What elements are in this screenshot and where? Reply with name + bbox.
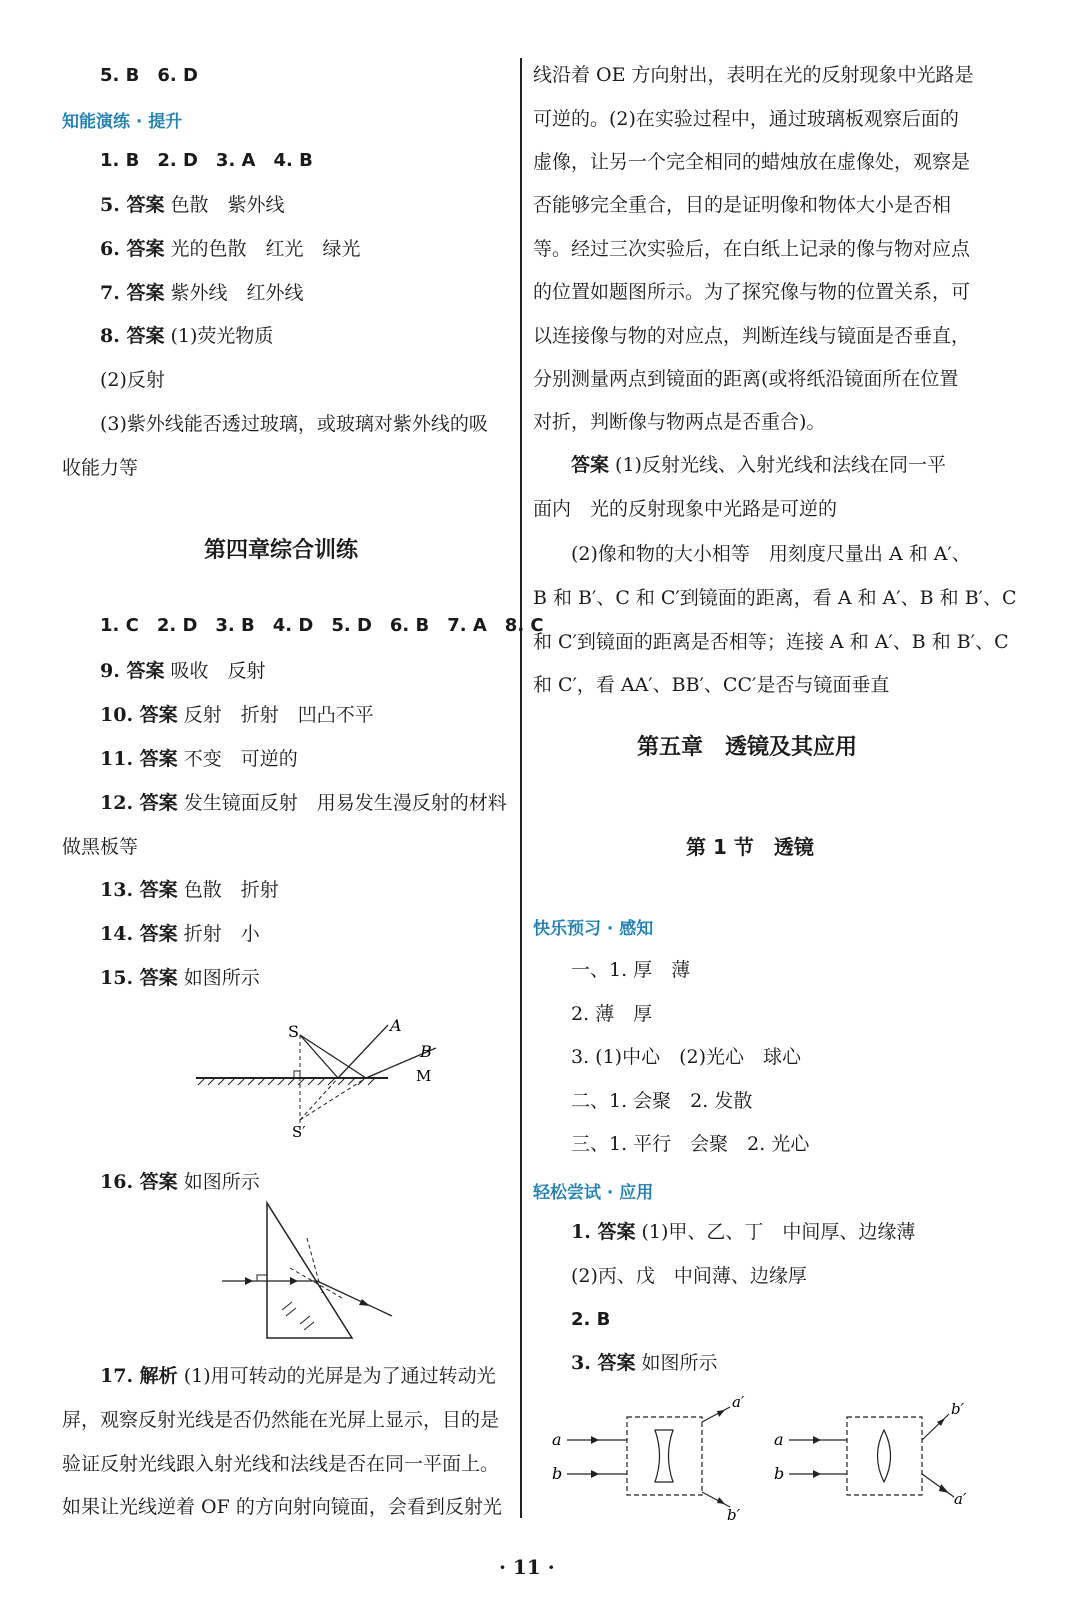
answer-line: B 和 B′、C 和 C′到镜面的距离，看 A 和 A′、B 和 B′、C (533, 587, 1017, 609)
answer-line: 分别测量两点到镜面的距离(或将纸沿镜面所在位置 (533, 368, 959, 390)
reflection-diagram (188, 1015, 432, 1141)
answer-line: (3)紫外线能否透过玻璃，或玻璃对紫外线的吸 (100, 413, 488, 435)
answer-line: 2. B (571, 1309, 611, 1330)
answer-line: 5. 答案 色散 紫外线 (100, 194, 285, 216)
answer-line: 等。经过三次实验后，在白纸上记录的像与物对应点 (533, 238, 971, 260)
answer-line: 11. 答案 不变 可逆的 (100, 748, 298, 770)
answer-line: 1. 答案 (1)甲、乙、丁 中间厚、边缘薄 (571, 1221, 916, 1243)
answer-line: 和 C′，看 AA′、BB′、CC′是否与镜面垂直 (533, 674, 890, 696)
ray-b-out (922, 1414, 949, 1440)
right-angle-mark (257, 1275, 267, 1281)
arrow-head (939, 1484, 949, 1493)
label-s-prime: S′ (292, 1123, 306, 1141)
ray-a-out (702, 1407, 730, 1422)
answer-line: 14. 答案 折射 小 (100, 923, 260, 945)
label-s: S (288, 1022, 299, 1041)
chapter-title: 第四章综合训练 (204, 538, 359, 563)
label-b-prime: b′ (727, 1506, 741, 1524)
answer-line: 15. 答案 如图所示 (100, 967, 260, 989)
answer-line: 三、1. 平行 会聚 2. 光心 (571, 1133, 810, 1155)
arrow-head (717, 1497, 725, 1504)
column-divider (520, 58, 522, 1518)
answer-line: 12. 答案 发生镜面反射 用易发生漫反射的材料 (100, 792, 507, 814)
mirror-hatching (198, 1078, 375, 1085)
label-a: a (774, 1430, 784, 1449)
answer-line: 虚像，让另一个完全相同的蜡烛放在虚像处，观察是 (533, 151, 971, 173)
answer-line: (2)像和物的大小相等 用刻度尺量出 A 和 A′、 (571, 543, 971, 565)
glass-hatching (282, 1302, 314, 1330)
answer-line: (2)反射 (100, 369, 165, 391)
arrow-head (813, 1436, 821, 1444)
arrow-head (359, 1299, 370, 1306)
label-b: b (552, 1464, 563, 1483)
arrow-head (591, 1470, 599, 1478)
answer-line: 验证反射光线跟入射光线和法线是否在同一平面上。 (62, 1453, 500, 1475)
answer-line: 6. 答案 光的色散 红光 绿光 (100, 238, 361, 260)
right-angle-mark (294, 1071, 300, 1078)
label-m: M (416, 1067, 432, 1085)
answer-line: 13. 答案 色散 折射 (100, 879, 279, 901)
refracted-ray (317, 1281, 392, 1316)
answer-line: 答案 (1)反射光线、入射光线和法线在同一平 (571, 454, 946, 476)
answer-line: 二、1. 会聚 2. 发散 (571, 1090, 753, 1112)
label-a-prime: a′ (732, 1393, 745, 1411)
label-b: B (420, 1042, 432, 1061)
answer-line: 9. 答案 吸收 反射 (100, 660, 266, 682)
answer-line: 1. C 2. D 3. B 4. D 5. D 6. B 7. A 8. C (100, 615, 544, 636)
answer-line: 和 C′到镜面的距离是否相等；连接 A 和 A′、B 和 B′、C (533, 631, 1009, 653)
answer-line: (2)丙、戊 中间薄、边缘厚 (571, 1265, 807, 1287)
label-b-prime: b′ (951, 1400, 965, 1418)
black-box (847, 1417, 922, 1495)
answer-line: 以连接像与物的对应点，判断连线与镜面是否垂直， (533, 325, 971, 347)
answer-line: 收能力等 (62, 457, 139, 479)
convex-lens-diagram (769, 1392, 979, 1522)
arrow-head (717, 1410, 725, 1417)
answer-line: 一、1. 厚 薄 (571, 959, 691, 981)
answer-line: 16. 答案 如图所示 (100, 1171, 260, 1193)
ray-b-out (702, 1492, 730, 1507)
label-a-prime: a′ (954, 1490, 967, 1508)
answer-line: 做黑板等 (62, 836, 139, 858)
section-title: 第 1 节 透镜 (686, 835, 814, 859)
arrow-head (591, 1436, 599, 1444)
answer-line: 1. B 2. D 3. A 4. B (100, 150, 313, 171)
label-a: a (552, 1430, 562, 1449)
answer-line: 面内 光的反射现象中光路是可逆的 (533, 498, 838, 520)
concave-lens (655, 1430, 673, 1482)
answer-line: 如果让光线逆着 OF 的方向射向镜面，会看到反射光 (62, 1496, 502, 1518)
answer-line: 17. 解析 (1)用可转动的光屏是为了通过转动光 (100, 1365, 496, 1387)
answer-line: 线沿着 OE 方向射出，表明在光的反射现象中光路是 (533, 64, 974, 86)
arrow-head (290, 1277, 298, 1285)
black-box (627, 1417, 702, 1495)
concave-lens-diagram (547, 1392, 747, 1522)
answer-line: 5. B 6. D (100, 65, 198, 86)
chapter-title: 第五章 透镜及其应用 (637, 735, 858, 760)
arrow-head (245, 1277, 253, 1285)
answer-line: 可逆的。(2)在实验过程中，通过玻璃板观察后面的 (533, 108, 959, 130)
label-a: A (390, 1016, 402, 1035)
answer-line: 对折，判断像与物两点是否重合)。 (533, 411, 826, 433)
reflected-ray-a (338, 1025, 388, 1078)
answer-line: 3. (1)中心 (2)光心 球心 (571, 1046, 801, 1068)
arrow-head (813, 1470, 821, 1478)
section-heading: 快乐预习 · 感知 (533, 919, 654, 939)
answer-line: 2. 薄 厚 (571, 1003, 653, 1025)
prism-diagram (212, 1198, 422, 1343)
answer-line: 屏，观察反射光线是否仍然能在光屏上显示，目的是 (62, 1409, 500, 1431)
normal-dashed-2 (307, 1238, 322, 1293)
answer-line: 8. 答案 (1)荧光物质 (100, 325, 274, 347)
convex-lens (878, 1430, 891, 1482)
ray-a-out (922, 1474, 954, 1497)
virtual-ray-2 (300, 1078, 366, 1120)
page-number: · 11 · (499, 1555, 555, 1579)
section-heading: 知能演练 · 提升 (62, 112, 183, 132)
answer-line: 3. 答案 如图所示 (571, 1352, 718, 1374)
label-b: b (774, 1464, 785, 1483)
answer-line: 否能够完全重合，目的是证明像和物体大小是否相 (533, 194, 952, 216)
answer-line: 10. 答案 反射 折射 凹凸不平 (100, 704, 374, 726)
section-heading: 轻松尝试 · 应用 (533, 1183, 654, 1203)
answer-line: 的位置如题图所示。为了探究像与物的位置关系，可 (533, 281, 971, 303)
prism-outline (267, 1203, 352, 1338)
answer-line: 7. 答案 紫外线 红外线 (100, 282, 304, 304)
